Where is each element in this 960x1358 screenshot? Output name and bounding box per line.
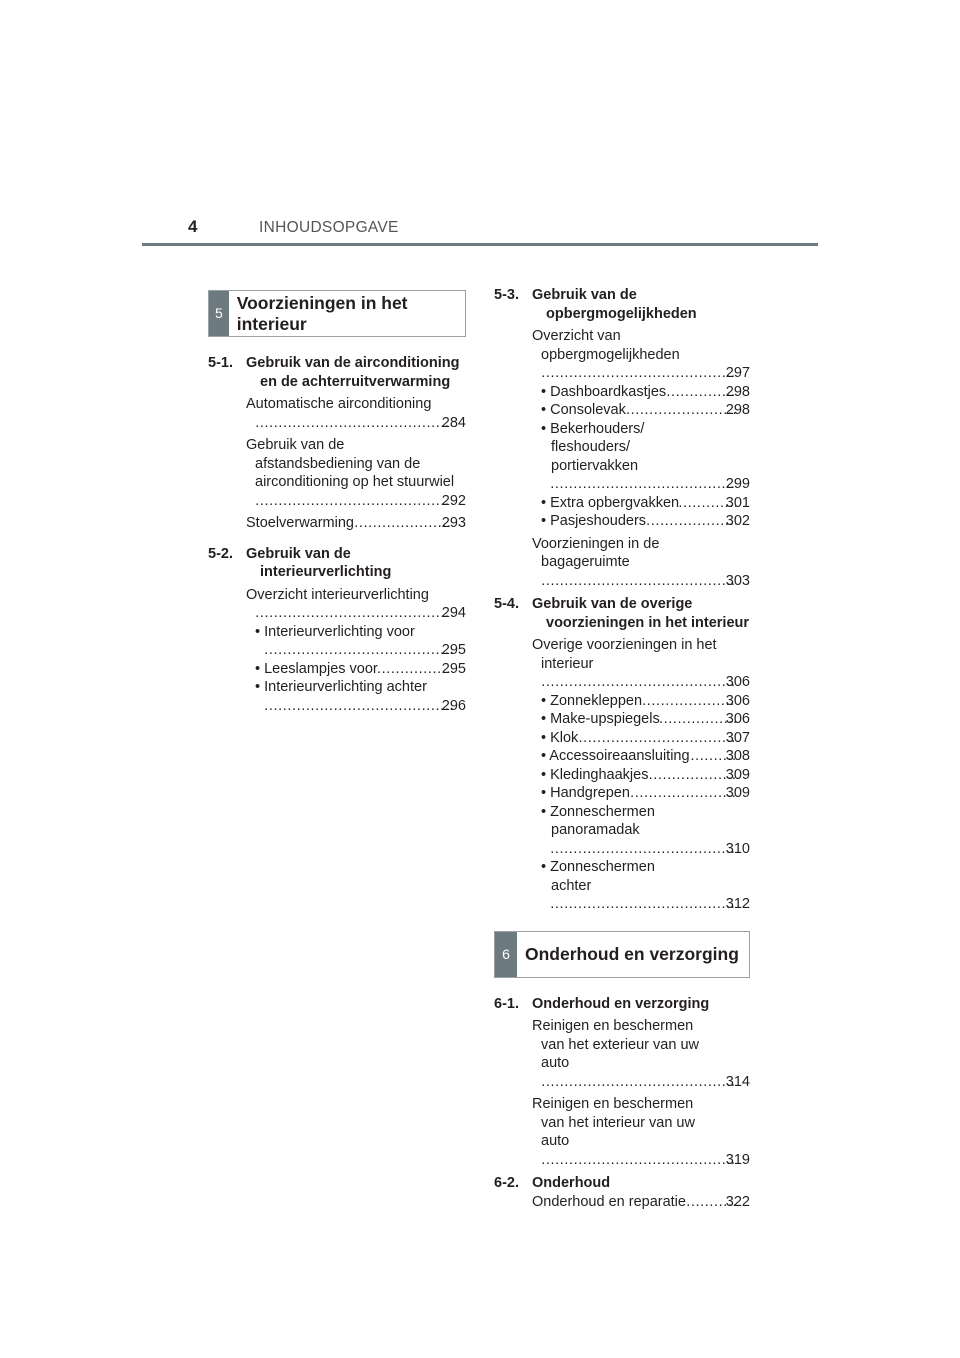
leader-dots <box>255 414 451 433</box>
leader-dots <box>649 766 735 785</box>
toc-subentry[interactable] <box>532 784 750 803</box>
toc-subentry[interactable] <box>532 729 750 748</box>
entry-text: • Zonneschermen panoramadak <box>541 803 655 838</box>
toc-subentry[interactable] <box>532 692 750 711</box>
chapter-number: 5-2. <box>208 545 233 562</box>
leader-dots <box>541 572 735 591</box>
entry-text: • Extra opbergvakken <box>541 494 680 511</box>
chapter-number: 5-3. <box>494 287 519 303</box>
leader-dots <box>551 475 736 494</box>
chapter-number: 5-4. <box>494 596 519 612</box>
entry-page: 298 <box>725 402 750 418</box>
page-number: 4 <box>188 217 198 236</box>
entry-text: Voorzieningen in de bagageruimte <box>532 535 660 570</box>
chapter-title: Onderhoud en verzorging <box>532 995 710 1012</box>
entry-text: Stoelverwarming <box>246 515 354 531</box>
section-5-header[interactable] <box>208 290 466 337</box>
entry-page: 295 <box>441 642 466 658</box>
toc-subentry[interactable] <box>532 512 750 531</box>
toc-subentry[interactable] <box>532 383 750 402</box>
toc-entry[interactable] <box>246 514 466 533</box>
entry-text: • Zonneschermen achter <box>541 859 655 894</box>
entry-text: Reinigen en beschermen van het exterieur van uw auto <box>532 1018 699 1071</box>
leader-dots <box>265 641 452 660</box>
leader-dots <box>627 401 736 420</box>
toc-entry[interactable] <box>532 535 750 591</box>
toc-subentry[interactable] <box>532 747 750 766</box>
chapter-5-2[interactable] <box>208 545 466 582</box>
entry-text: Reinigen en beschermen van het interieur van uw auto <box>532 1096 695 1149</box>
toc-entry[interactable] <box>246 586 466 623</box>
toc-entry[interactable] <box>532 1193 750 1212</box>
entry-text: • Interieurverlichting voor <box>255 623 415 640</box>
entry-page: 294 <box>441 605 466 621</box>
toc-subentry[interactable] <box>246 623 466 660</box>
entry-text: • Klok <box>541 729 579 746</box>
chapter-title: Gebruik van de airconditioning en de achterruitverwarming <box>246 355 460 390</box>
toc-entry[interactable] <box>532 636 750 692</box>
entry-page: 302 <box>725 513 750 529</box>
leader-dots <box>541 364 735 383</box>
chapter-number: 5-1. <box>208 355 233 371</box>
entry-text: • Zonnekleppen <box>541 692 643 709</box>
leader-dots <box>541 673 735 692</box>
entry-page: 293 <box>441 515 466 531</box>
chapter-6-1[interactable] <box>494 995 750 1014</box>
section-6-header[interactable] <box>494 931 750 978</box>
leader-dots <box>541 1073 735 1092</box>
entry-text: • Consolevak <box>541 402 626 418</box>
leader-dots <box>255 492 451 511</box>
entry-page: 306 <box>725 711 750 727</box>
entry-page: 319 <box>725 1151 750 1168</box>
toc-subentry[interactable] <box>532 420 750 494</box>
leader-dots <box>647 512 736 531</box>
entry-page: 292 <box>441 492 466 509</box>
entry-text: Onderhoud en reparatie <box>532 1193 686 1210</box>
leader-dots <box>541 1151 735 1170</box>
chapter-title: Onderhoud <box>532 1175 611 1191</box>
chapter-number: 6-2. <box>494 1175 519 1191</box>
entry-text: • Make-upspiegels <box>541 711 660 727</box>
entry-text: • Interieurverlichting achter <box>255 679 427 695</box>
leader-dots <box>660 710 736 729</box>
entry-text: Gebruik van de afstandsbediening van de airconditioning op het stuurwiel <box>246 437 455 490</box>
entry-page: 314 <box>725 1073 750 1090</box>
entry-text: • Pasjeshouders <box>541 513 647 529</box>
entry-page: 299 <box>725 476 750 492</box>
chapter-number: 6-1. <box>494 995 519 1012</box>
entry-page: 308 <box>725 748 750 764</box>
toc-column-left <box>208 290 466 715</box>
entry-text: • Kledinghaakjes <box>541 766 649 783</box>
header-divider <box>142 243 818 246</box>
toc-subentry[interactable] <box>532 710 750 729</box>
section-5-title: Voorzieningen in het interieur <box>236 292 408 334</box>
toc-subentry[interactable] <box>532 494 750 513</box>
entry-text: Overzicht interieurverlichting <box>246 586 429 603</box>
toc-entry[interactable] <box>246 436 466 510</box>
leader-dots <box>631 784 736 803</box>
toc-subentry[interactable] <box>246 678 466 715</box>
toc-subentry[interactable] <box>532 766 750 785</box>
entry-text: Overzicht van opbergmogelijkheden <box>532 328 680 363</box>
entry-page: 295 <box>441 660 466 677</box>
toc-entry[interactable] <box>532 1095 750 1169</box>
entry-text: • Handgrepen <box>541 785 630 801</box>
entry-page: 301 <box>725 494 750 511</box>
toc-subentry[interactable] <box>532 858 750 914</box>
leader-dots <box>255 604 451 623</box>
section-6-title: Onderhoud en verzorging <box>525 943 739 964</box>
page-header-title: INHOUDSOPGAVE <box>259 219 399 236</box>
chapter-5-3[interactable] <box>494 286 750 323</box>
toc-entry[interactable] <box>532 1017 750 1091</box>
leader-dots <box>551 840 736 859</box>
leader-dots <box>643 692 736 711</box>
entry-page: 322 <box>725 1193 750 1210</box>
entry-text: • Bekerhouders/ fleshouders/ portiervakken <box>541 420 645 474</box>
toc-entry[interactable] <box>532 327 750 383</box>
entry-page: 310 <box>725 840 750 857</box>
entry-text: Automatische airconditioning <box>246 396 432 412</box>
entry-page: 307 <box>725 729 750 746</box>
entry-page: 306 <box>725 674 750 690</box>
leader-dots <box>579 729 736 748</box>
leader-dots <box>265 697 452 716</box>
leader-dots <box>354 514 451 533</box>
entry-page: 284 <box>441 414 466 431</box>
toc-subentry[interactable] <box>532 401 750 420</box>
leader-dots <box>378 660 452 679</box>
toc-subentry[interactable] <box>532 803 750 859</box>
entry-page: 298 <box>725 383 750 400</box>
chapter-5-1[interactable] <box>208 354 466 391</box>
toc-subentry[interactable] <box>246 660 466 679</box>
entry-text: • Leeslampjes voor <box>255 660 378 677</box>
chapter-title: Gebruik van de overige voorzieningen in het interieur <box>532 596 750 631</box>
entry-page: 296 <box>441 697 466 714</box>
entry-text: • Dashboardkastjes <box>541 383 667 400</box>
chapter-title: Gebruik van de interieurverlichting <box>246 545 392 580</box>
toc-column-right <box>494 286 750 1211</box>
leader-dots <box>551 895 736 914</box>
entry-text: • Accessoireaansluiting <box>541 748 690 764</box>
section-5-number: 5 <box>209 291 229 336</box>
entry-text: Overige voorzieningen in het interieur <box>532 637 717 672</box>
chapter-title: Gebruik van de opbergmogelijkheden <box>532 287 697 322</box>
entry-page: 312 <box>725 896 750 912</box>
entry-page: 297 <box>725 365 750 381</box>
section-6-number: 6 <box>495 932 517 977</box>
chapter-5-4[interactable] <box>494 595 750 632</box>
entry-page: 309 <box>725 785 750 801</box>
entry-page: 306 <box>725 692 750 709</box>
entry-page: 303 <box>725 572 750 589</box>
chapter-6-2[interactable] <box>494 1174 750 1193</box>
entry-page: 309 <box>725 766 750 783</box>
toc-entry[interactable] <box>246 395 466 432</box>
